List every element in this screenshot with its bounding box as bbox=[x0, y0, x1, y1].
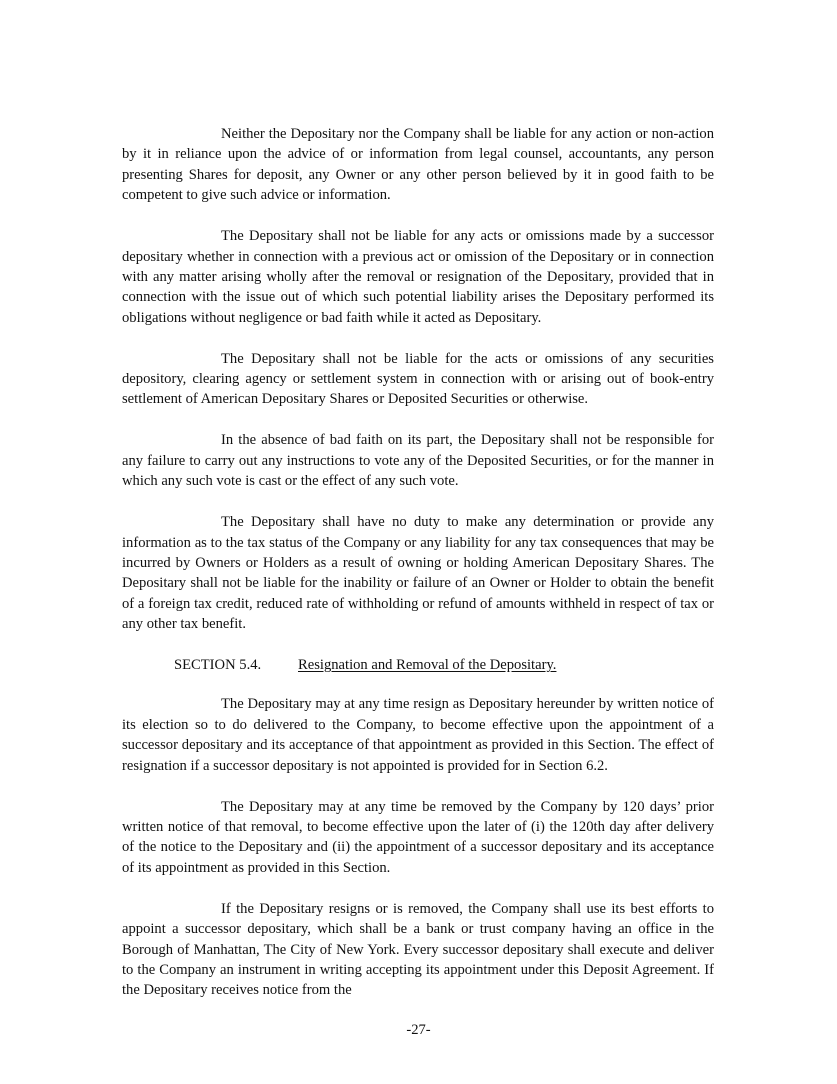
paragraph-successor-depositary-liability: The Depositary shall not be liable for any acts or omissions made by a successor depositary whether in connection with a previous act or omission of the Depositary or in connection with any matter arising wholly after the removal or resignation of the Depositary, provided that in connection with the issue out of which such potential liability arises the Depositary performed its obligations without negligence or bad faith while it acted as Depositary. bbox=[122, 228, 714, 326]
paragraph-voting-instructions: In the absence of bad faith on its part, the Depositary shall not be responsible for any failure to carry out any instructions to vote any of the Deposited Securities, or for the manner in which any such vote is cast or the effect of any such vote. bbox=[122, 432, 714, 490]
paragraph-resignation: The Depositary may at any time resign as Depositary hereunder by written notice of its election so to do delivered to the Company, to become effective upon the appointment of a successor depositary and its acceptance of that appointment as provided in this Section. The effect of resignation if a successor depositary is not appointed is provided for in Section 6.2. bbox=[122, 696, 714, 774]
paragraph-securities-depository: The Depositary shall not be liable for the acts or omissions of any securities depository, clearing agency or settlement system in connection with or arising out of book-entry settlement of American Depositary Shares or Deposited Securities or otherwise. bbox=[122, 350, 714, 408]
paragraph-successor-appointment: If the Depositary resigns or is removed, the Company shall use its best efforts to appoint a successor depositary, which shall be a bank or trust company having an office in the Borough of Manhattan, The City of New York. Every successor depositary shall execute and deliver to the Company an instrument in writing accepting its appointment under this Deposit Agreement. If the Depositary receives notice from the bbox=[122, 900, 714, 999]
paragraph-tax-status: The Depositary shall have no duty to make any determination or provide any information as to the tax status of the Company or any liability for any tax consequences that may be incurred by Owners or Holders as a result of owning or holding American Depositary Shares. The Depositary shall not be liable for the inability or failure of an Owner or Holder to obtain the benefit of a foreign tax credit, reduced rate of withholding or refund of amounts withheld in respect of tax or any other tax benefit. bbox=[122, 514, 714, 633]
section-number: SECTION 5.4. bbox=[174, 657, 262, 674]
paragraph-reliance-on-advice: Neither the Depositary nor the Company shall be liable for any action or non-action by it in reliance upon the advice of or information from legal counsel, accountants, any person presenting Shares for deposit, any Owner or any other person believed by it in good faith to be competent to give such advice or information. bbox=[122, 126, 714, 204]
page-number: -27- bbox=[406, 1022, 431, 1038]
paragraph-removal: The Depositary may at any time be removed by the Company by 120 days’ prior written notice of that removal, to become effective upon the later of (i) the 120th day after delivery of the notice to the Depositary and (ii) the appointment of a successor depositary and its acceptance of its appointment as provided in this Section. bbox=[122, 798, 714, 876]
section-heading bbox=[122, 655, 714, 675]
document-body bbox=[122, 124, 714, 1021]
section-title: Resignation and Removal of the Depositary. bbox=[298, 657, 557, 674]
